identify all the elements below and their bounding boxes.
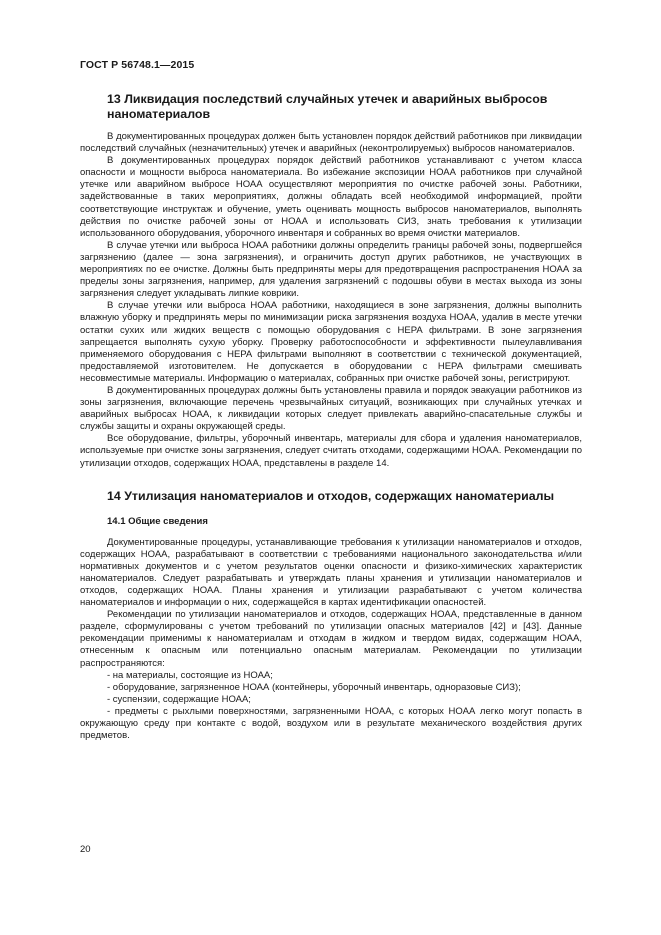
page-number: 20 [80, 844, 91, 855]
section-13-title: 13 Ликвидация последствий случайных утечек и аварийных выбросов наноматериалов [107, 92, 548, 121]
section-13-paragraph: В случае утечки или выброса НОАА работники, находящиеся в зоне загрязнения, должны выполнить влажную уборку и предпринять меры по минимизации риска загрязнения воздуха НОАА, удалив в месте утечки остатки сухих или жидких веществ с помощью оборудования с HEPA фильтрами. В зоне загрязнения запрещается выполнять сухую уборку. Проверку работоспособности и эффективности пылеулавливания применяемого оборудования с HEPA фильтрами выполняют в соответствии с технической документацией, предоставляемой изготовителем. Не допускается в оборудовании с HEPA фильтрами смешивать несовместимые материалы. Информацию о материалах, собранных при очистке рабочей зоны, регистрируют. [80, 300, 582, 384]
list-item: - суспензии, содержащие НОАА; [107, 693, 251, 705]
list-item: - предметы с рыхлыми поверхностями, загрязненными НОАА, с которых НОАА легко могут попасть в окружающую среду при контакте с водой, воздухом или в результате механического воздействия других предметов. [80, 705, 582, 742]
page-content [80, 92, 582, 742]
section-13-paragraph: В документированных процедурах должны быть установлены правила и порядок эвакуации работников из зоны загрязнения, включающие перечень чрезвычайных ситуаций, возникающих при случайных утечках и аварийных выбросах НОАА, к ликвидации которых следует привлекать аварийно-спасательные службы и службы защиты и охраны окружающей среды. [80, 384, 582, 433]
section-13-paragraph: В случае утечки или выброса НОАА работники должны определить границы рабочей зоны, подвергшейся загрязнению (далее — зона загрязнения), и ограничить доступ других работников, не участвующих в мероприятиях по ее очистке. Должны быть предприняты меры для предотвращения распространения НОАА за пределы зоны загрязнения, например, для удаления загрязнений с подошвы обуви в местах выхода из зоны загрязнения следует укладывать липкие коврики. [80, 239, 582, 300]
section-14-paragraph: Документированные процедуры, устанавливающие требования к утилизации наноматериалов и отходов, содержащих НОАА, разрабатывают в соответствии с требованиями национального законодательства и/или нормативных документов и с учетом результатов оценки опасности и физико-химических характеристик наноматериалов. Следует разрабатывать и утверждать планы хранения и утилизации наноматериалов и отходов, содержащих НОАА. Планы хранения и утилизации разрабатывают с учетом количества наноматериалов и информации о них, содержащейся в картах идентификации опасностей. [80, 536, 582, 609]
list-item: - на материалы, состоящие из НОАА; [107, 669, 273, 681]
section-14-title: 14 Утилизация наноматериалов и отходов, содержащих наноматериалы [107, 488, 555, 503]
document-header: ГОСТ Р 56748.1—2015 [80, 59, 195, 71]
section-14-paragraph: Рекомендации по утилизации наноматериалов и отходов, содержащих НОАА, представленные в данном разделе, сформулированы с учетом требований по утилизации опасных материалов [42] и [43]. Данные рекомендации применимы к наноматериалам и отходам в жидком и твердом видах, содержащим НОАА, отнесенным к опасным или потенциально опасным материалам. Рекомендации по утилизации распространяются: [80, 609, 582, 669]
section-13-paragraph: Все оборудование, фильтры, уборочный инвентарь, материалы для сбора и удаления наноматериалов, используемые при очистке зоны загрязнения, следует считать отходами, содержащими НОАА. Рекомендации по утилизации отходов, содержащих НОАА, представлены в разделе 14. [80, 433, 582, 469]
subsection-14-1-title: 14.1 Общие сведения [107, 515, 208, 527]
section-13-paragraph: В документированных процедурах должен быть установлен порядок действий работников при ликвидации последствий случайных (незначительных) утечек и аварийных (неконтролируемых) выбросов наноматериалов. [80, 131, 582, 155]
section-13-paragraph: В документированных процедурах порядок действий работников устанавливают с учетом класса опасности и мощности выброса наноматериала. Во избежание экспозиции НОАА работников при случайной утечке или аварийном выбросе НОАА осуществляют мероприятия по очистке рабочей зоны. Работники, задействованные в таких мероприятиях, должны обладать всей необходимой информацией, пройти соответствующие инструктаж и обучение, уметь оценивать мощность выбросов наноматериалов, выполнять действия по очистке рабочей зоны от НОАА и использовать СИЗ, знать требования к утилизации использованного оборудования, уборочного инвентаря и собранных во время очистки материалов. [80, 155, 582, 239]
list-item: - оборудование, загрязненное НОАА (контейнеры, уборочный инвентарь, одноразовые СИЗ); [107, 681, 521, 693]
